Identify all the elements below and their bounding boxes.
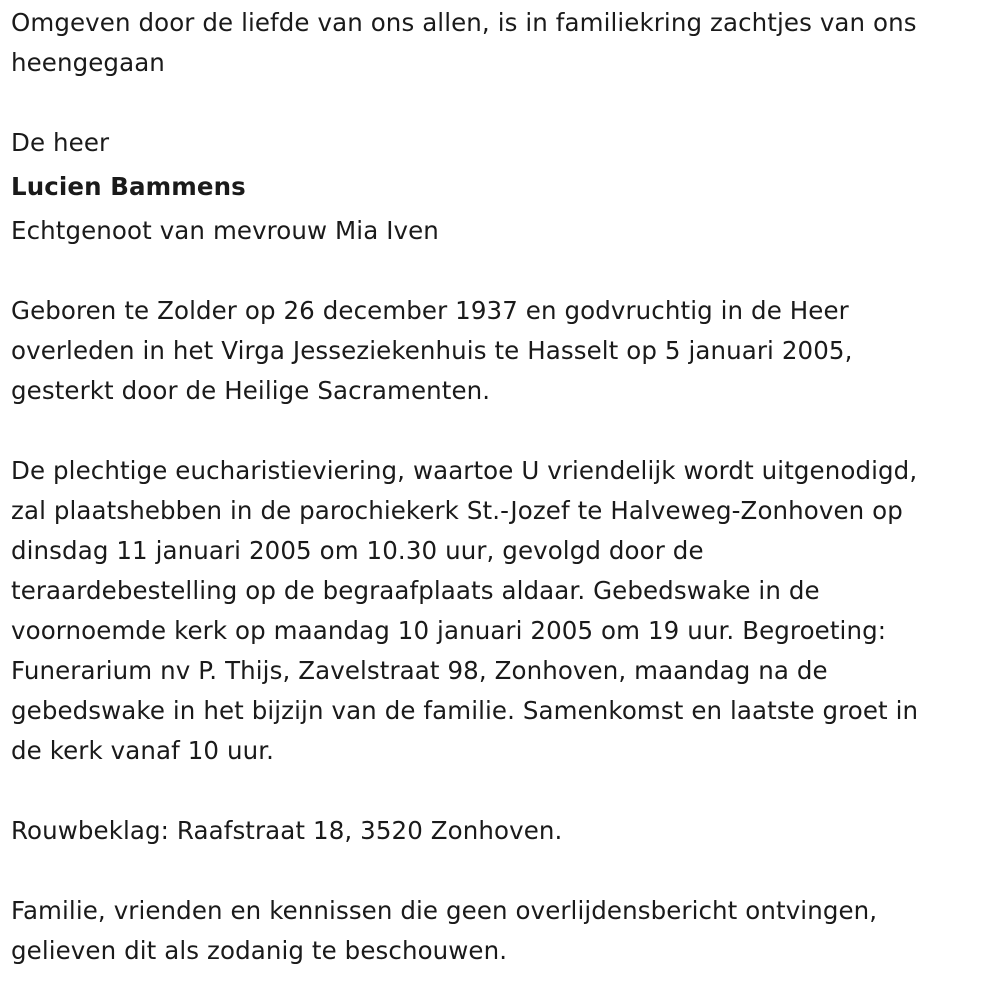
ceremony-line: de kerk vanaf 10 uur. bbox=[11, 736, 275, 765]
spacer bbox=[11, 251, 996, 291]
birth-death-paragraph bbox=[11, 291, 996, 411]
spacer bbox=[11, 771, 996, 811]
deceased-name: Lucien Bammens bbox=[11, 172, 246, 201]
salutation: De heer bbox=[11, 128, 110, 157]
spacer bbox=[11, 411, 996, 451]
spacer bbox=[11, 851, 996, 891]
birth-death-line: gesterkt door de Heilige Sacramenten. bbox=[11, 376, 491, 405]
ceremony-line: Funerarium nv P. Thijs, Zavelstraat 98, Zonhoven, maandag na de bbox=[11, 656, 828, 685]
intro-paragraph bbox=[11, 3, 996, 83]
ceremony-line: voornoemde kerk op maandag 10 januari 2005 om 19 uur. Begroeting: bbox=[11, 616, 887, 645]
ceremony-line: De plechtige eucharistieviering, waartoe U vriendelijk wordt uitgenodigd, bbox=[11, 456, 918, 485]
closing-line: Familie, vrienden en kennissen die geen overlijdensbericht ontvingen, bbox=[11, 896, 878, 925]
ceremony-paragraph bbox=[11, 451, 996, 771]
intro-line: Omgeven door de liefde van ons allen, is in familiekring zachtjes van ons bbox=[11, 8, 917, 37]
obituary-notice bbox=[11, 3, 996, 971]
birth-death-line: Geboren te Zolder op 26 december 1937 en godvruchtig in de Heer bbox=[11, 296, 849, 325]
ceremony-line: zal plaatshebben in de parochiekerk St.-Jozef te Halveweg-Zonhoven op bbox=[11, 496, 903, 525]
ceremony-line: dinsdag 11 januari 2005 om 10.30 uur, gevolgd door de bbox=[11, 536, 704, 565]
ceremony-line: gebedswake in het bijzijn van de familie. Samenkomst en laatste groet in bbox=[11, 696, 919, 725]
spacer bbox=[11, 83, 996, 123]
closing-line: gelieven dit als zodanig te beschouwen. bbox=[11, 936, 508, 965]
intro-line: heengegaan bbox=[11, 48, 165, 77]
ceremony-line: teraardebestelling op de begraafplaats aldaar. Gebedswake in de bbox=[11, 576, 820, 605]
condolence-address: Rouwbeklag: Raafstraat 18, 3520 Zonhoven. bbox=[11, 816, 563, 845]
closing-paragraph bbox=[11, 891, 996, 971]
spouse-line: Echtgenoot van mevrouw Mia Iven bbox=[11, 216, 439, 245]
birth-death-line: overleden in het Virga Jesseziekenhuis te Hasselt op 5 januari 2005, bbox=[11, 336, 853, 365]
